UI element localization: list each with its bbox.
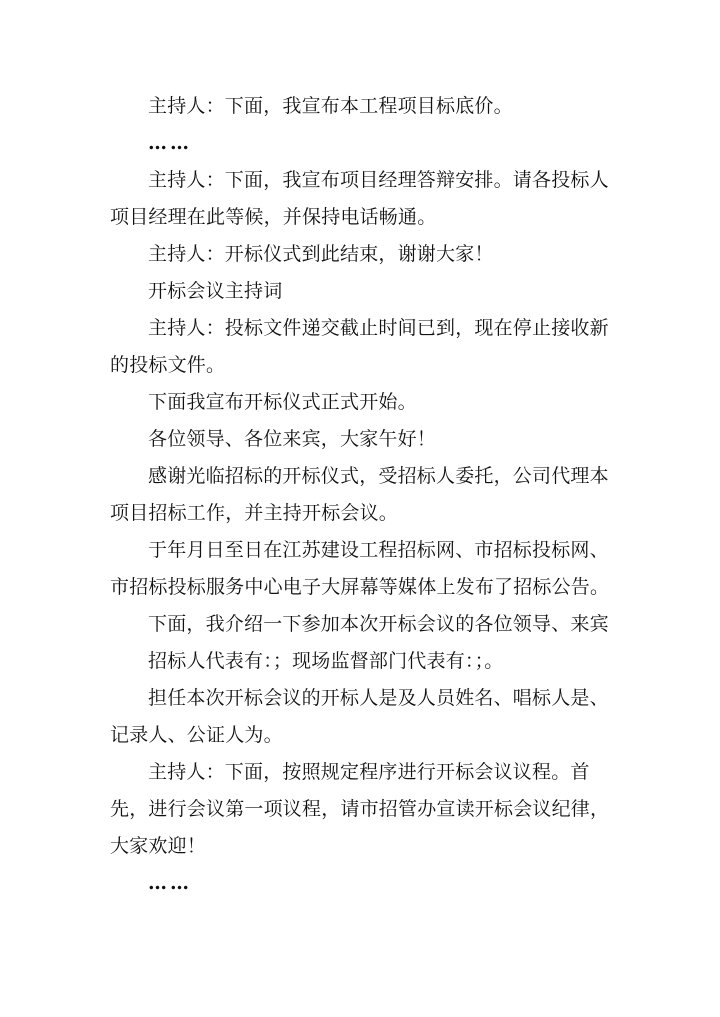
- paragraph: 感谢光临招标的开标仪式，受招标人委托，公司代理本项目招标工作，并主持开标会议。: [110, 465, 609, 524]
- document-body: [110, 88, 620, 902]
- paragraph: 各位领导、各位来宾，大家午好！: [148, 428, 437, 450]
- ellipsis-paragraph: ……: [148, 132, 192, 154]
- paragraph: 主持人：下面，我宣布项目经理答辩安排。请各投标人项目经理在此等候，并保持电话畅通。: [110, 169, 609, 228]
- paragraph: 招标人代表有：；现场监督部门代表有：；。: [148, 650, 504, 672]
- paragraph: 主持人：下面，我宣布本工程项目标底价。: [148, 95, 513, 117]
- section-heading: 开标会议主持词: [148, 280, 283, 302]
- ellipsis-paragraph: ……: [148, 872, 192, 894]
- paragraph: 担任本次开标会议的开标人是及人员姓名、唱标人是、记录人、公证人为。: [110, 687, 609, 746]
- paragraph: 下面我宣布开标仪式正式开始。: [148, 391, 417, 413]
- paragraph: 于年月日至日在江苏建设工程招标网、市招标投标网、市招标投标服务中心电子大屏幕等媒体上发布了招标公告。: [110, 539, 610, 598]
- paragraph: 主持人：开标仪式到此结束，谢谢大家！: [148, 243, 494, 265]
- paragraph: 主持人：投标文件递交截止时间已到，现在停止接收新的投标文件。: [110, 317, 609, 376]
- paragraph: 主持人：下面，按照规定程序进行开标会议议程。首先，进行会议第一项议程，请市招管办宣读开标会议纪律，大家欢迎！: [110, 761, 610, 857]
- paragraph: 下面，我介绍一下参加本次开标会议的各位领导、来宾: [148, 613, 609, 635]
